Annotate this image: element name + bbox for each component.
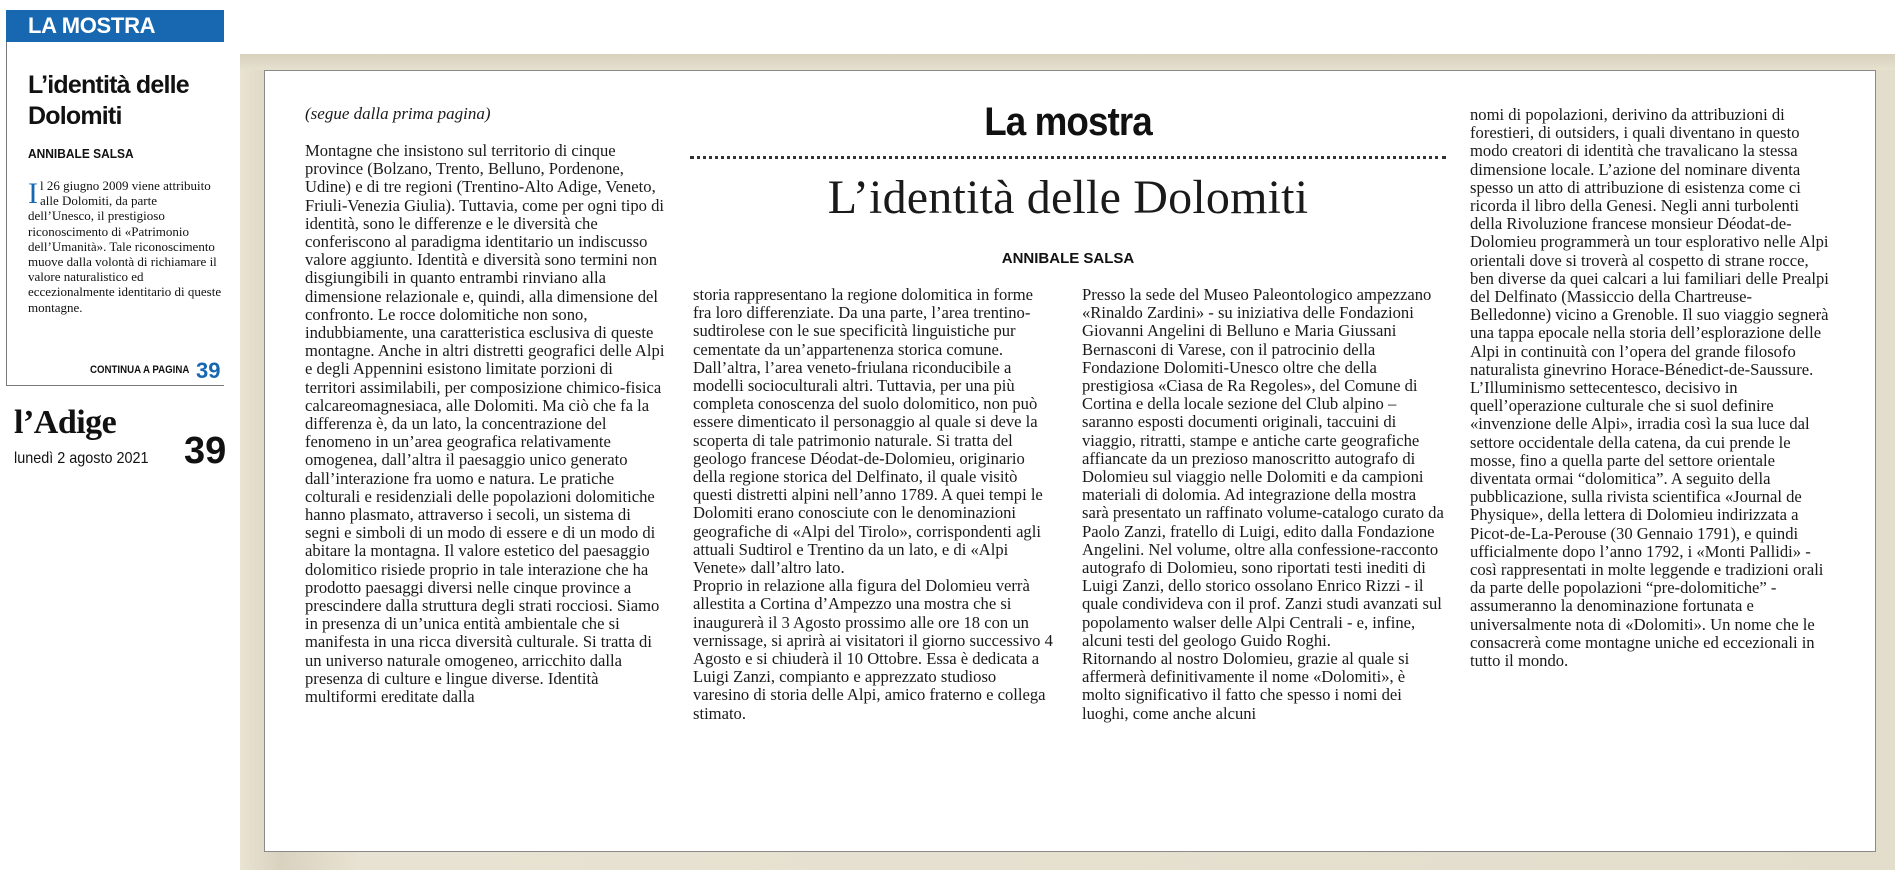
article-column-2 — [693, 286, 1055, 723]
dotted-divider — [690, 156, 1446, 159]
paragraph: Montagne che insistono sul territorio di cinque province (Bolzano, Trento, Belluno, Pordenone, Udine) e di tre regioni (Trentino-Alto Adige, Veneto, Friuli-Venezia Giulia). Tuttavia, come per ogni tipo di identità, sono le differenze e le diversità che conferiscono al paradigma identitario un indiscusso valore aggiunto. Identità e diversità sono termini non disgiungibili in quanto entrambi rinviano alla dimensione relazionale e, quindi, alla dimensione del confronto. Le rocce dolomitiche non sono, indubbiamente, una caratteristica esclusiva di queste montagne. Anche in altri distretti geografici delle Alpi e degli Appennini esistono limitate porzioni di territori assimilabili, per composizione chimico-fisica calcareomagnesiaca, alle Dolomiti. Ma ciò che fa la differenza è, da un lato, la concentrazione del fenomeno in un’area geografica relativamente omogenea, dall’altra il paesaggio unico generato dall’interazione fra uomo e natura. Le pratiche colturali e residenziali delle popolazioni dolomitiche hanno plasmato, attraverso i secoli, un sistema di segni e simboli di un modo di essere e di un modo di abitare la montagna. Il valore estetico del paesaggio dolomitico risiede proprio in tale interazione che ha prodotto paesaggi diversi nelle cinque province a prescindere dalla struttura degli strati rocciosi. Siamo in presenza di un’unica entità ambientale che si manifesta in una ricca diversità culturale. Si tratta di un universo naturale omogeneo, arricchito dalla presenza di culture e lingue diverse. Identità multiformi ereditate dalla — [305, 141, 665, 707]
page-number: 39 — [184, 430, 227, 472]
paragraph: Ritornando al nostro Dolomieu, grazie al quale si affermerà definitivamente il nome «Dolomiti», è molto significativo il fatto che spesso i nomi dei luoghi, come anche alcuni — [1082, 649, 1410, 723]
section-kicker: LA MOSTRA — [6, 10, 224, 42]
paragraph: nomi di popolazioni, derivino da attribuzioni di forestieri, di outsiders, i quali diventano in questo modo creatori di identità che travalicano la stessa dimensione locale. L’azione del nominare diventa spesso un atto di attribuzione di esistenza come ci ricorda il libro della Genesi. Negli anni turbolenti della Rivoluzione francese monsieur Déodat-de-Dolomieu programmerà un tour esplorativo nelle Alpi orientali dove si troverà al cospetto di strane rocce, ben diverse da quei calcari a lui familiari delle Prealpi del Delfinato (Massiccio della Chartreuse-Belledonne) vicino a Grenoble. Il suo viaggio segnerà una tappa epocale nella storia dell’esplorazione delle Alpi in continuità con l’opera del grande filosofo naturalista ginevrino Horace-Bénedict-de-Saussure. L’Illuminismo settecentesco, decisivo in quell’operazione culturale che si suol definire «invenzione delle Alpi», irradia così la sua luce dal settore occidentale della catena, da cui prende le mosse, fino a quella parte del settore orientale diventata ormai “dolomitica”. A seguito della pubblicazione, sulla rivista scientifica «Journal de Physique», della lettera di Dolomieu indirizzata a Picot-de-La-Perouse (30 Gennaio 1791), e quindi ufficialmente dopo l’anno 1792, i «Monti Pallidi» - così rappresentati in molte leggende e tradizioni orali da parte delle popolazioni “pre-dolomitiche” - assumeranno la denominazione fortunata e universalmente nota di «Dolomiti». Un nome che le consacrerà come montagne uniche ed eccezionali in tutto il mondo. — [1470, 105, 1829, 671]
section-heading: La mostra — [984, 100, 1152, 144]
paragraph: Presso la sede del Museo Paleontologico ampezzano «Rinaldo Zardini» - su iniziativa delle Fondazioni Giovanni Angelini di Belluno e Maria Giussani Bernasconi di Varese, con il patrocinio della Fondazione Dolomiti-Unesco oltre che della prestigiosa «Ciasa de Ra Regoles», del Comune di Cortina e della locale sezione del Club alpino – saranno esposti documenti originali, taccuini di viaggio, ritratti, stampe e antiche carte geografiche affiancate da un prezioso manoscritto autografo di Dolomieu sul viaggio nelle Dolomiti e da campioni materiali di dolomia. Ad integrazione della mostra sarà presentato un raffinato volume-catalogo curato da Paolo Zanzi, fratello di Luigi, edito dalla Fondazione Angelini. Nel volume, oltre alla confessione-racconto autografo di Dolomieu, sono riportati testi inediti di Luigi Zanzi, dello storico ossolano Enrico Rizzi - il quale condivideva con il prof. Zanzi studi avanzati sul popolamento walser delle Alpi Centrali - e, infine, alcuni testi del geologo Guido Roghi. — [1082, 285, 1444, 650]
newspaper-masthead: l’Adige — [14, 404, 117, 441]
continue-link-label[interactable]: CONTINUA A PAGINA — [90, 364, 190, 376]
article-column-3 — [1082, 286, 1444, 723]
continued-from-note: (segue dalla prima pagina) — [305, 104, 491, 123]
article-byline: ANNIBALE SALSA — [1001, 250, 1135, 267]
teaser-author: ANNIBALE SALSA — [28, 146, 134, 161]
teaser-text: l 26 giugno 2009 viene attribuito alle Dolomiti, da parte dell’Unesco, il prestigioso riconoscimento di «Patrimonio dell’Umanità». Tale riconoscimento muove dalla volontà di richiamare il valore naturalistico ed eccezionalmente identitario di queste montagne. — [28, 178, 222, 315]
paper-edge-shadow — [240, 54, 1895, 70]
article-column-4 — [1470, 106, 1832, 670]
issue-date: lunedì 2 agosto 2021 — [14, 450, 149, 467]
paragraph: storia rappresentano la regione dolomitica in forme fra loro differenziate. Da una parte, l’area trentino-sudtirolese con le sue specificità linguistiche pur cementate da un’appartenenza storica comune. Dall’altra, l’area veneto-friulana riconducibile a modelli socioculturali altri. Tuttavia, per una più completa conoscenza del suolo dolomitico, non può essere dimenticato il personaggio al quale si deve la scoperta di tale patrimonio naturale. Si tratta del geologo francese Déodat-de-Dolomieu, originario della regione storica del Delfinato, il quale visitò questi distretti alpini nell’anno 1789. A quei tempi le Dolomiti erano conosciute con le denominazioni geografiche di «Alpi del Tirolo», corrispondenti agli attuali Sudtirol e Trentino da un lato, e di «Alpi Venete» dall’altro lato. — [693, 285, 1043, 578]
article-headline: L’identità delle Dolomiti — [827, 171, 1309, 224]
drop-cap: I — [28, 177, 38, 210]
paragraph: Proprio in relazione alla figura del Dolomieu verrà allestita a Cortina d’Ampezzo una mostra che si inaugurerà il 3 Agosto prossimo alle ore 18 con un vernissage, si aprirà ai visitatori il giorno successivo 4 Agosto e si chiuderà il 10 Ottobre. Essa è dedicata a Luigi Zanzi, compianto e apprezzato studioso varesino di storia delle Alpi, amico fraterno e collega stimato. — [693, 576, 1053, 723]
continue-page-number[interactable]: 39 — [196, 358, 221, 383]
teaser-body — [28, 178, 224, 315]
article-column-1 — [305, 142, 667, 706]
teaser-title[interactable]: L’identità delle Dolomiti — [28, 71, 189, 130]
